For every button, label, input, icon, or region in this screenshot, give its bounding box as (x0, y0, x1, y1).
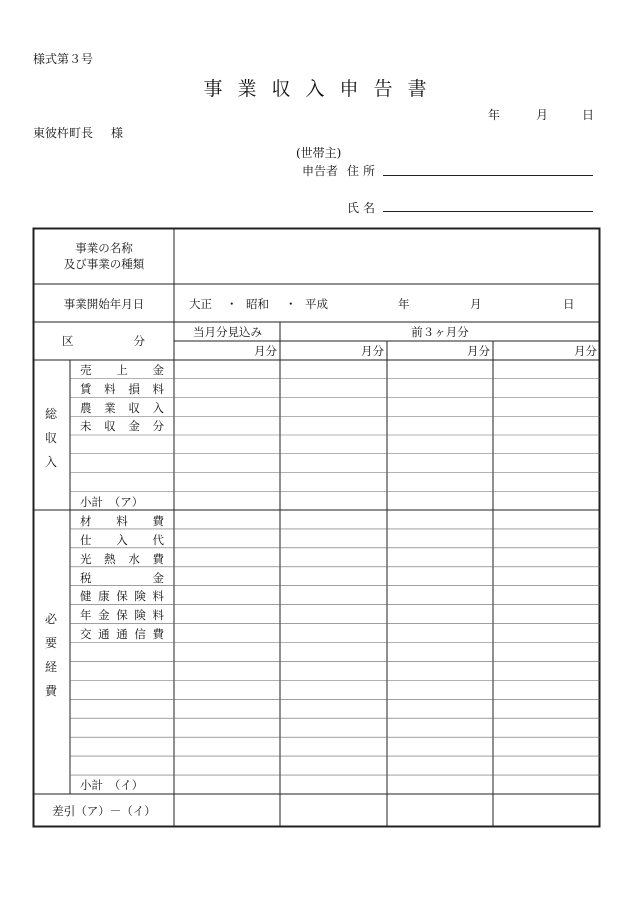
item-transport-comm: 交通通信費 (80, 627, 164, 641)
era-separator: ・ (226, 297, 238, 311)
current-month-estimate-header: 当月分見込み (193, 325, 262, 339)
form-number: 様式第３号 (33, 52, 94, 66)
business-name-field[interactable] (175, 229, 599, 284)
date-month-label: 月 (536, 108, 549, 122)
business-name-label-line2: 及び事業の種類 (63, 257, 145, 271)
declarant-label: 申告者 (302, 164, 339, 178)
address-label: 住所 (347, 164, 380, 178)
start-year-label: 年 (398, 297, 410, 311)
item-utilities: 光熱水費 (80, 552, 164, 566)
difference-label: 差引（ア）－（イ） (52, 804, 156, 818)
previous-three-months-header: 前３ヶ月分 (411, 325, 469, 339)
subtotal-i-label: 小計 （イ） (80, 778, 144, 792)
name-label: 氏名 (347, 201, 380, 215)
start-day-label: 日 (563, 297, 575, 311)
month-suffix: 月分 (254, 344, 277, 358)
item-purchases: 仕入代 (80, 533, 164, 547)
era-taisho: 大正 (189, 297, 212, 311)
start-date-label: 事業開始年月日 (63, 297, 145, 311)
era-showa: 昭和 (246, 297, 269, 311)
gross-income-group-char: 収 (44, 431, 57, 445)
expenses-group-char: 必 (44, 612, 57, 626)
item-tax: 税金 (80, 571, 164, 585)
item-sales: 売上金 (80, 363, 164, 377)
item-agri-income: 農業収入 (80, 401, 164, 415)
business-name-label-line1: 事業の名称 (75, 241, 133, 255)
era-heisei: 平成 (305, 297, 328, 311)
date-year-label: 年 (488, 108, 501, 122)
business-name-label (34, 240, 174, 272)
item-health-insurance: 健康保険料 (80, 589, 164, 603)
era-separator: ・ (285, 297, 297, 311)
expenses-group-char: 経 (44, 660, 57, 674)
category-label: 区分 (62, 334, 145, 348)
subtotal-a-label: 小計 （ア） (80, 495, 144, 509)
addressee-name: 東彼杵町長 (33, 126, 94, 140)
item-pension: 年金保険料 (80, 608, 164, 622)
household-head-label: (世帯主) (296, 146, 342, 160)
month-suffix: 月分 (574, 344, 597, 358)
expenses-group-char: 費 (44, 684, 57, 698)
gross-income-group-char: 入 (44, 455, 57, 469)
item-materials: 材料費 (80, 514, 164, 528)
addressee-suffix: 様 (111, 126, 124, 140)
expenses-group-char: 要 (44, 636, 57, 650)
start-month-label: 月 (470, 297, 482, 311)
form-title: 事業収入申告書 (203, 78, 442, 100)
item-rent: 賃料損料 (80, 382, 164, 396)
date-day-label: 日 (582, 108, 595, 122)
gross-income-group-char: 総 (44, 407, 57, 421)
month-suffix: 月分 (467, 344, 490, 358)
item-receivables: 未収金分 (80, 419, 164, 433)
month-suffix: 月分 (361, 344, 384, 358)
